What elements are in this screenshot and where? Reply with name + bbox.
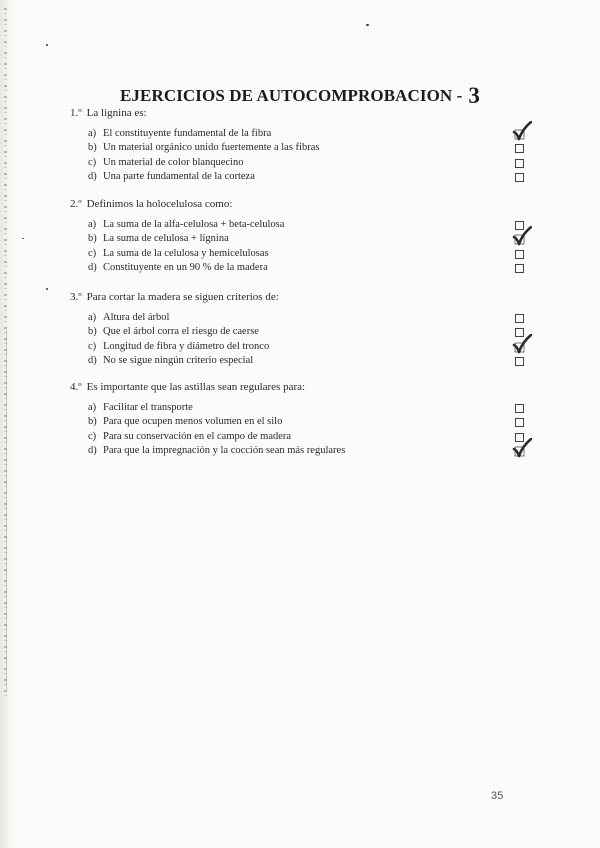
answer-option xyxy=(88,261,540,275)
answer-options xyxy=(88,218,540,275)
question-3 xyxy=(70,290,540,368)
option-text: Una parte fundamental de la corteza xyxy=(103,170,255,182)
question-text xyxy=(70,197,540,211)
empty-checkbox[interactable] xyxy=(515,159,524,168)
empty-checkbox[interactable] xyxy=(515,418,524,427)
question-prompt: Es importante que las astillas sean regulares para: xyxy=(86,381,306,393)
empty-checkbox[interactable] xyxy=(515,250,524,259)
option-letter: d) xyxy=(88,170,97,182)
question-prompt: Para cortar la madera se siguen criterios de: xyxy=(86,291,279,303)
answer-option xyxy=(88,218,540,232)
option-letter: c) xyxy=(88,156,97,168)
option-letter: b) xyxy=(88,142,97,154)
option-letter: b) xyxy=(88,416,97,428)
empty-checkbox[interactable] xyxy=(515,173,524,182)
option-letter: d) xyxy=(88,261,97,273)
scan-speck xyxy=(366,24,369,26)
option-text: Longitud de fibra y diámetro del tronco xyxy=(103,340,270,352)
scan-speck xyxy=(22,238,24,239)
question-text xyxy=(70,290,540,304)
answer-option xyxy=(88,170,540,184)
option-letter: a) xyxy=(88,402,97,413)
answer-option xyxy=(88,354,540,368)
option-letter: c) xyxy=(88,340,97,352)
option-text: Constituyente en un 90 % de la madera xyxy=(103,261,268,273)
answer-option xyxy=(88,415,540,429)
answer-options xyxy=(88,127,540,184)
option-letter: d) xyxy=(88,354,97,366)
answer-option xyxy=(88,156,540,170)
answer-option xyxy=(88,232,540,246)
option-letter: a) xyxy=(88,219,97,230)
answer-option xyxy=(88,311,540,325)
scan-speck xyxy=(46,288,48,290)
answer-options xyxy=(88,311,540,368)
answer-option xyxy=(88,401,540,415)
page-number: 35 xyxy=(491,790,504,802)
option-text: La suma de la celulosa y hemicelulosas xyxy=(103,247,269,259)
page-title-number: 3 xyxy=(468,83,481,109)
option-letter: c) xyxy=(88,247,97,259)
empty-checkbox[interactable] xyxy=(515,264,524,273)
question-number: 3.º xyxy=(70,291,82,303)
question-number: 4.º xyxy=(70,381,82,393)
scan-edge-shadow xyxy=(0,0,14,848)
answer-option xyxy=(88,430,540,444)
option-text: Un material de color blanquecino xyxy=(103,156,244,168)
answer-option xyxy=(88,127,540,141)
option-letter: c) xyxy=(88,430,97,442)
checkmark-icon xyxy=(512,438,532,458)
question-text xyxy=(70,380,540,394)
question-4 xyxy=(70,380,540,458)
answer-option xyxy=(88,141,540,155)
question-text xyxy=(70,106,540,120)
empty-checkbox[interactable] xyxy=(515,144,524,153)
question-number: 2.º xyxy=(70,198,82,210)
answer-option xyxy=(88,444,540,458)
answer-option xyxy=(88,247,540,261)
option-text: No se sigue ningún criterio especial xyxy=(103,354,254,366)
page-title-text: EJERCICIOS DE AUTOCOMPROBACION - xyxy=(119,86,463,106)
checkmark-icon xyxy=(512,334,532,354)
option-text: Un material orgánico unido fuertemente a las fibras xyxy=(103,142,320,154)
checkmark-icon xyxy=(512,121,532,141)
question-prompt: Definimos la holocelulosa como: xyxy=(86,198,233,210)
empty-checkbox[interactable] xyxy=(515,357,524,366)
option-letter: d) xyxy=(88,444,97,456)
scan-speck xyxy=(46,44,48,46)
question-number: 1.º xyxy=(70,107,82,119)
option-text: La suma de celulosa + lignina xyxy=(103,233,229,245)
option-text: Para su conservación en el campo de madera xyxy=(103,430,292,442)
question-prompt: La lignina es: xyxy=(86,107,147,119)
option-text: Para que la impregnación y la cocción sean más regulares xyxy=(103,444,346,456)
answer-options xyxy=(88,401,540,458)
option-letter: b) xyxy=(88,233,97,245)
option-text: Facilitar el transporte xyxy=(103,402,193,413)
option-text: Que el árbol corra el riesgo de caerse xyxy=(103,326,259,338)
question-2 xyxy=(70,197,540,275)
option-text: El constituyente fundamental de la fibra xyxy=(103,128,272,139)
option-letter: b) xyxy=(88,326,97,338)
option-text: Para que ocupen menos volumen en el silo xyxy=(103,416,283,428)
option-text: Altura del árbol xyxy=(103,312,170,323)
option-letter: a) xyxy=(88,312,97,323)
answer-option xyxy=(88,340,540,354)
checkmark-icon xyxy=(512,226,532,246)
answer-option xyxy=(88,325,540,339)
option-letter: a) xyxy=(88,128,97,139)
question-1 xyxy=(70,106,540,184)
empty-checkbox[interactable] xyxy=(515,314,524,323)
empty-checkbox[interactable] xyxy=(515,404,524,413)
option-text: La suma de la alfa-celulosa + beta-celulosa xyxy=(103,219,285,230)
